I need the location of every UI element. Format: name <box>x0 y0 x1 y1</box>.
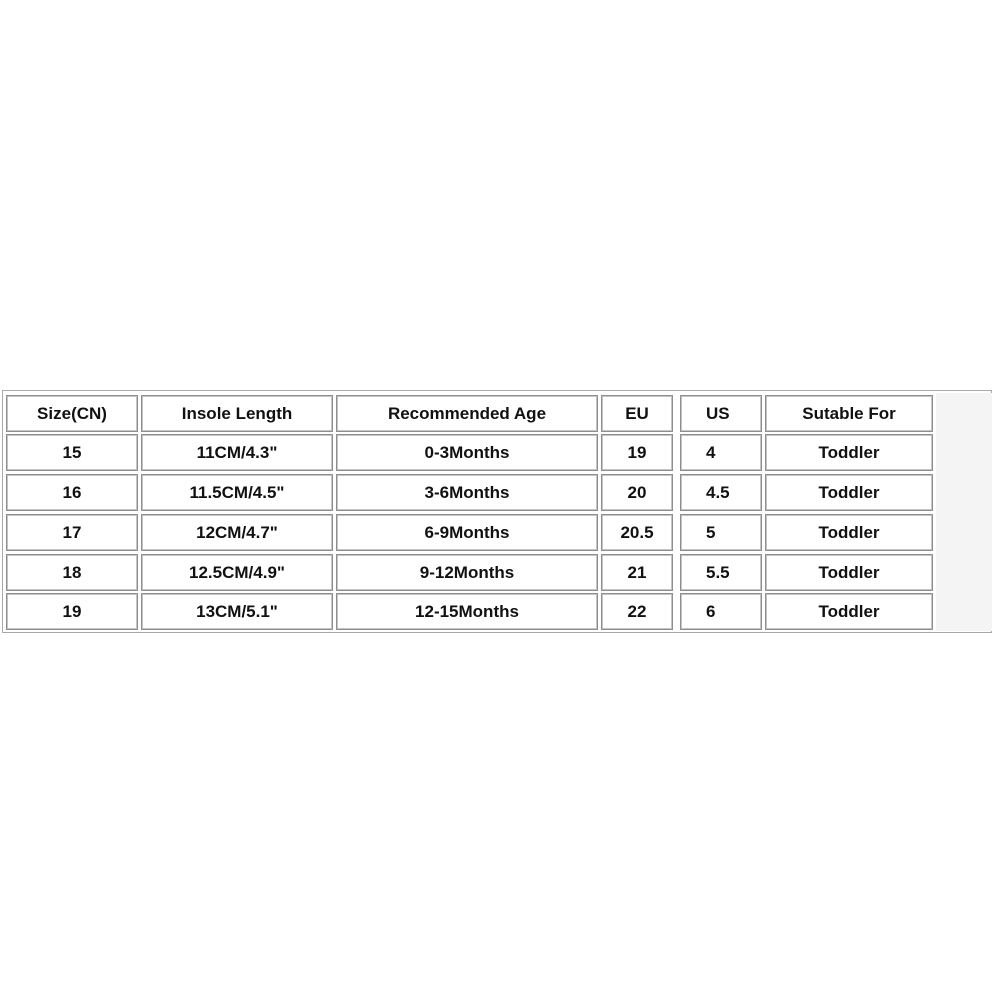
header-insole-length: Insole Length <box>141 395 333 432</box>
cell-recommended-age: 12-15Months <box>336 593 598 630</box>
cell-size-cn: 15 <box>6 434 138 471</box>
cell-eu: 21 <box>601 554 673 591</box>
cell-insole-length: 12CM/4.7" <box>141 514 333 551</box>
cell-us: 4.5 <box>680 474 762 511</box>
cell-us: 5 <box>680 514 762 551</box>
cell-insole-length: 12.5CM/4.9" <box>141 554 333 591</box>
cell-recommended-age: 9-12Months <box>336 554 598 591</box>
cell-size-cn: 18 <box>6 554 138 591</box>
cell-recommended-age: 0-3Months <box>336 434 598 471</box>
cell-eu: 22 <box>601 593 673 630</box>
table-right-margin <box>936 393 992 631</box>
cell-recommended-age: 6-9Months <box>336 514 598 551</box>
cell-suitable-for: Toddler <box>765 514 933 551</box>
header-size-cn: Size(CN) <box>6 395 138 432</box>
cell-recommended-age: 3-6Months <box>336 474 598 511</box>
cell-suitable-for: Toddler <box>765 554 933 591</box>
cell-insole-length: 13CM/5.1" <box>141 593 333 630</box>
cell-size-cn: 16 <box>6 474 138 511</box>
header-eu: EU <box>601 395 673 432</box>
cell-suitable-for: Toddler <box>765 474 933 511</box>
cell-size-cn: 17 <box>6 514 138 551</box>
cell-suitable-for: Toddler <box>765 593 933 630</box>
cell-us: 4 <box>680 434 762 471</box>
cell-eu: 20 <box>601 474 673 511</box>
cell-eu: 19 <box>601 434 673 471</box>
cell-insole-length: 11CM/4.3" <box>141 434 333 471</box>
header-suitable-for: Sutable For <box>765 395 933 432</box>
header-recommended-age: Recommended Age <box>336 395 598 432</box>
cell-eu: 20.5 <box>601 514 673 551</box>
cell-us: 6 <box>680 593 762 630</box>
cell-us: 5.5 <box>680 554 762 591</box>
cell-insole-length: 11.5CM/4.5" <box>141 474 333 511</box>
cell-size-cn: 19 <box>6 593 138 630</box>
cell-suitable-for: Toddler <box>765 434 933 471</box>
header-us: US <box>680 395 762 432</box>
